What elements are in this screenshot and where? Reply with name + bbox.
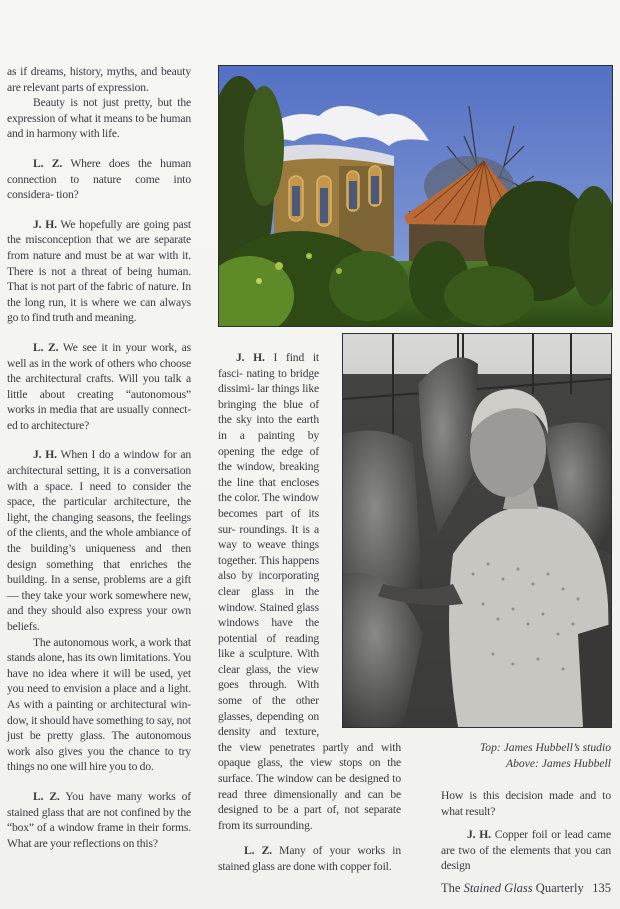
answer-paragraph	[7, 447, 191, 634]
paragraph-text: Beauty is not just pretty, but the expression of what it means to be human and in harmony with life.	[7, 96, 191, 141]
page-number: 135	[592, 881, 611, 895]
caption-above: Above: James Hubbell	[506, 757, 611, 770]
answer-text: I find it fasci- nating to bridge dissimi- lar things like bringing the blue of the sky into the earth in a painting by opening the edge of the window, breaking the line that encloses the color. The window becomes part of its sur- roundings. It is a way to weave things together. This happens also by incorporating clear glass in the window. Stained glass windows have the potential of reading like a sculpture. With clear glass, the view goes through. With some of the other glasses, depending on density and texture, the view penetrates partly and	[218, 351, 374, 754]
paragraph	[7, 64, 191, 95]
magazine-title	[441, 880, 584, 896]
magazine-title-pre: The	[441, 881, 464, 895]
answer-text: When I do a window for an architectural setting, it is a conversation with a space. I need to consider the space, the particular architecture, the light, the changing seasons, the feelings of the clients, and the whole ambiance of the building’s uniqueness and then design something that enriches the building. In a sense, problems are a gift — they take your work somewhere new, and they should also express your own beliefs.	[7, 448, 191, 633]
question-paragraph	[7, 340, 191, 434]
speaker-label: L. Z.	[33, 340, 59, 354]
question-text: We see it in your work, as well as in the work of others who choose the architectural crafts. Will you talk a little about creating “autonomous” works in media that are usually connect- ed to architecture?	[7, 340, 191, 432]
speaker-label: L. Z.	[244, 844, 272, 858]
speaker-label: J. H.	[33, 217, 57, 231]
question-paragraph	[7, 156, 191, 203]
paragraph	[7, 635, 191, 775]
page-footer	[441, 880, 611, 896]
paragraph	[7, 95, 191, 142]
paragraph-text: as if dreams, history, myths, and beauty are relevant parts of expression.	[7, 65, 191, 94]
caption-top: Top: James Hubbell’s studio	[479, 741, 611, 754]
question-paragraph	[218, 843, 401, 874]
text-column-middle	[218, 350, 401, 875]
paragraph-text: The autonomous work, a work that stands alone, has its own limitations. You have no idea where it will be used, yet you need to envision a place and a light. As with a painting or architectural win- dow, it should have something to say, not just be pretty glass. The autonomous work also gives you the chance to try things no one will hire you to do.	[7, 635, 191, 774]
answer-text: Copper foil or lead came are two of the elements that you can design	[441, 828, 611, 873]
question-text: You have many works of stained glass that are not confined by the “box” of a window frame in their forms. What are your reflections on this?	[7, 789, 191, 850]
paragraph-text: How is this decision made and to what result?	[441, 789, 611, 818]
question-paragraph	[7, 789, 191, 851]
portrait-wrap-spacer	[319, 350, 401, 732]
magazine-title-italic: Stained Glass	[463, 881, 533, 895]
paragraph	[441, 788, 611, 819]
answer-text: We hopefully are going past the misconception that we are separate from nature and must be at war with it. There is not a threat of being human. That is not part of the fabric of nature. In the long run, it is where we can always go to find truth and meaning.	[7, 217, 191, 325]
text-column-right	[441, 788, 611, 873]
text-column-left	[7, 64, 191, 874]
photo-hubbell-studio	[218, 65, 613, 327]
magazine-title-post: Quarterly	[532, 881, 584, 895]
speaker-label: L. Z.	[33, 789, 60, 803]
photo-caption	[411, 740, 611, 772]
question-text: Many of your works in stained glass are done with copper foil.	[218, 844, 401, 873]
question-text: Where does the human connection to nature come into considera- tion?	[7, 156, 191, 202]
speaker-label: J. H.	[33, 448, 57, 462]
answer-paragraph	[441, 827, 611, 874]
speaker-label: L. Z.	[33, 156, 63, 170]
studio-photo-illustration	[219, 66, 612, 326]
speaker-label: J. H.	[236, 351, 265, 364]
speaker-label: J. H.	[467, 828, 491, 842]
answer-paragraph	[7, 217, 191, 326]
paragraph-text: with opaque glass, the view stops on the surface. The window can be designed to read three dimensionally and can be designed to be a part of, not separate from its surrounding.	[218, 740, 401, 832]
